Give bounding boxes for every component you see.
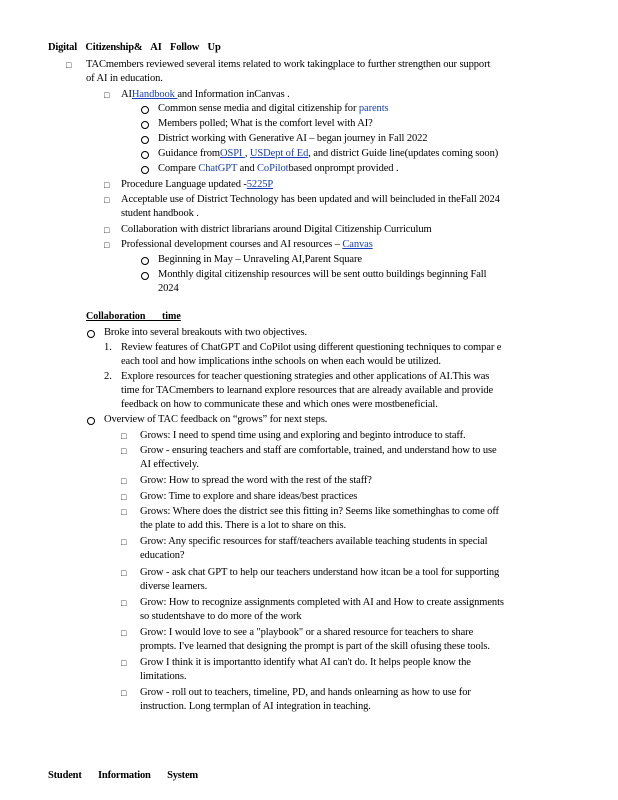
handbook-prefix: AI	[121, 89, 132, 100]
square-bullet-icon: □	[104, 225, 110, 235]
grow-item-8-line-2: so studentshave to do more of the work	[140, 611, 302, 622]
square-bullet-icon: □	[121, 476, 127, 486]
hollow-circle-bullet-icon	[141, 151, 149, 159]
grow-item-7-line-2: diverse learners.	[140, 581, 208, 592]
hollow-circle-bullet-icon	[141, 257, 149, 265]
guidance-suffix: , and district Guide line(updates coming soon)	[308, 148, 499, 159]
item-procedure-language	[121, 178, 273, 192]
usdept-link[interactable]: USDept of Ed	[249, 148, 309, 159]
parents-link[interactable]: parents	[358, 103, 389, 114]
square-bullet-icon: □	[121, 537, 127, 547]
square-bullet-icon: □	[104, 90, 110, 100]
grow-item-6-line-1: Grow: Any specific resources for staff/teachers available teaching students in special	[140, 536, 488, 547]
subitem-members-polled: Members polled; What is the comfort level with AI?	[158, 118, 373, 129]
square-bullet-icon: □	[104, 195, 110, 205]
pd-sub-monthly-2: 2024	[158, 283, 179, 294]
pd-sub-monthly-1: Monthly digital citizenship resources will be sent outto buildings beginning Fall	[158, 269, 487, 280]
canvas-link[interactable]: Canvas	[342, 239, 373, 250]
objective-1-line-2: each tool and how implications inthe schools on when each would be utilized.	[121, 356, 441, 367]
procedure-5225p-link[interactable]: 5225P	[246, 179, 274, 190]
intro-line-2: of AI in education.	[86, 73, 163, 84]
hollow-circle-bullet-icon	[141, 106, 149, 114]
grow-item-10-line-2: limitations.	[140, 671, 187, 682]
overview-line: Overview of TAC feedback on “grows” for next steps.	[104, 414, 328, 425]
handbook-suffix: and Information inCanvas .	[177, 89, 290, 100]
grow-item-8-line-1: Grow: How to recognize assignments completed with AI and How to create assignments	[140, 597, 504, 608]
grow-item-7-line-1: Grow - ask chat GPT to help our teachers understand how itcan be a tool for supporting	[140, 567, 500, 578]
square-bullet-icon: □	[121, 507, 127, 517]
pd-sub-beginning-may: Beginning in May – Unraveling AI,Parent Square	[158, 254, 362, 265]
item-acceptable-use-1: Acceptable use of District Technology has been updated and will beincluded in theFall 2024	[121, 194, 500, 205]
hollow-circle-bullet-icon	[141, 121, 149, 129]
square-bullet-icon: □	[104, 180, 110, 190]
chatgpt-link[interactable]: ChatGPT	[198, 163, 238, 174]
subitem-district-working: District working with Generative AI – began journey in Fall 2022	[158, 133, 428, 144]
section-title-collaboration-time: Collaboration time	[86, 311, 181, 322]
square-bullet-icon: □	[121, 492, 127, 502]
square-bullet-icon: □	[121, 688, 127, 698]
grow-item-9-line-1: Grow: I would love to see a "playbook" or a shared resource for teachers to share	[140, 627, 474, 638]
hollow-circle-bullet-icon	[141, 272, 149, 280]
compare-suffix: based onprompt provided .	[288, 163, 399, 174]
objective-1-line-1: Review features of ChatGPT and CoPilot using different questioning techniques to compar e	[121, 342, 502, 353]
copilot-link[interactable]: CoPilot	[257, 163, 289, 174]
hollow-circle-bullet-icon	[87, 417, 95, 425]
item-collaboration-librarians: Collaboration with district librarians around Digital Citizenship Curriculum	[121, 224, 432, 235]
grow-item-9-line-2: prompts. I've learned that designing the prompt is part of the skill ofusing these tools.	[140, 641, 490, 652]
square-bullet-icon: □	[121, 446, 127, 456]
square-bullet-icon: □	[121, 568, 127, 578]
grow-item-10-line-1: Grow I think it is importantto identify what AI can't do. It helps people know the	[140, 657, 471, 668]
subitem-common-sense	[158, 102, 389, 116]
square-bullet-icon: □	[104, 240, 110, 250]
subitem-compare	[158, 162, 399, 176]
grow-item-2-line-1: Grow - ensuring teachers and staff are comfortable, trained, and understand how to use	[140, 445, 497, 456]
compare-prefix: Compare	[158, 163, 199, 174]
objective-number-2: 2.	[104, 371, 112, 382]
hollow-circle-bullet-icon	[141, 136, 149, 144]
subitem-guidance	[158, 147, 498, 161]
square-bullet-icon: □	[121, 431, 127, 441]
square-bullet-icon: □	[66, 60, 72, 70]
subitem-text: Common sense media and digital citizenship for	[158, 103, 359, 114]
grow-item-5-line-2: the plate to add this. There is a lot to share on this.	[140, 520, 347, 531]
grow-item-6-line-2: education?	[140, 550, 185, 561]
handbook-link[interactable]: Handbook	[131, 89, 178, 100]
item-acceptable-use-2: student handbook .	[121, 208, 199, 219]
item-professional-development	[121, 238, 373, 252]
section-title-student-information-system: Student Information System	[48, 770, 198, 781]
objective-2-line-3: feedback on how to communicate these and which ones were mostbeneficial.	[121, 399, 438, 410]
grow-item-11-line-1: Grow - roll out to teachers, timeline, PD, and hands onlearning as how to use for	[140, 687, 471, 698]
grow-item-4-line-1: Grow: Time to explore and share ideas/best practices	[140, 491, 358, 502]
objective-2-line-1: Explore resources for teacher questioning strategies and other applications of AI.This was	[121, 371, 490, 382]
compare-mid: and	[237, 163, 258, 174]
grow-item-11-line-2: instruction. Long termplan of AI integration in teaching.	[140, 701, 371, 712]
section-title-digital-citizenship: Digital Citizenship& AI Follow Up	[48, 42, 221, 53]
grow-item-1-line-1: Grows: I need to spend time using and exploring and beginto introduce to staff.	[140, 430, 466, 441]
breakout-line: Broke into several breakouts with two objectives.	[104, 327, 308, 338]
grow-item-2-line-2: AI effectively.	[140, 459, 199, 470]
grow-item-5-line-1: Grows: Where does the district see this fitting in? Seems like somethinghas to come off	[140, 506, 499, 517]
guidance-prefix: Guidance from	[158, 148, 220, 159]
procedure-text: Procedure Language updated -	[121, 179, 247, 190]
hollow-circle-bullet-icon	[141, 166, 149, 174]
objective-2-line-2: time for TACmembers to learnand explore resources that are already available and provide	[121, 385, 494, 396]
guidance-separator: ,	[244, 148, 250, 159]
grow-item-3-line-1: Grow: How to spread the word with the rest of the staff?	[140, 475, 372, 486]
hollow-circle-bullet-icon	[87, 330, 95, 338]
handbook-line	[121, 88, 290, 102]
square-bullet-icon: □	[121, 628, 127, 638]
intro-line-1: TACmembers reviewed several items related to work takingplace to further strengthen our support	[86, 59, 491, 70]
pd-text: Professional development courses and AI resources –	[121, 239, 343, 250]
square-bullet-icon: □	[121, 598, 127, 608]
objective-number-1: 1.	[104, 342, 112, 353]
square-bullet-icon: □	[121, 658, 127, 668]
ospi-link[interactable]: OSPI	[219, 148, 245, 159]
